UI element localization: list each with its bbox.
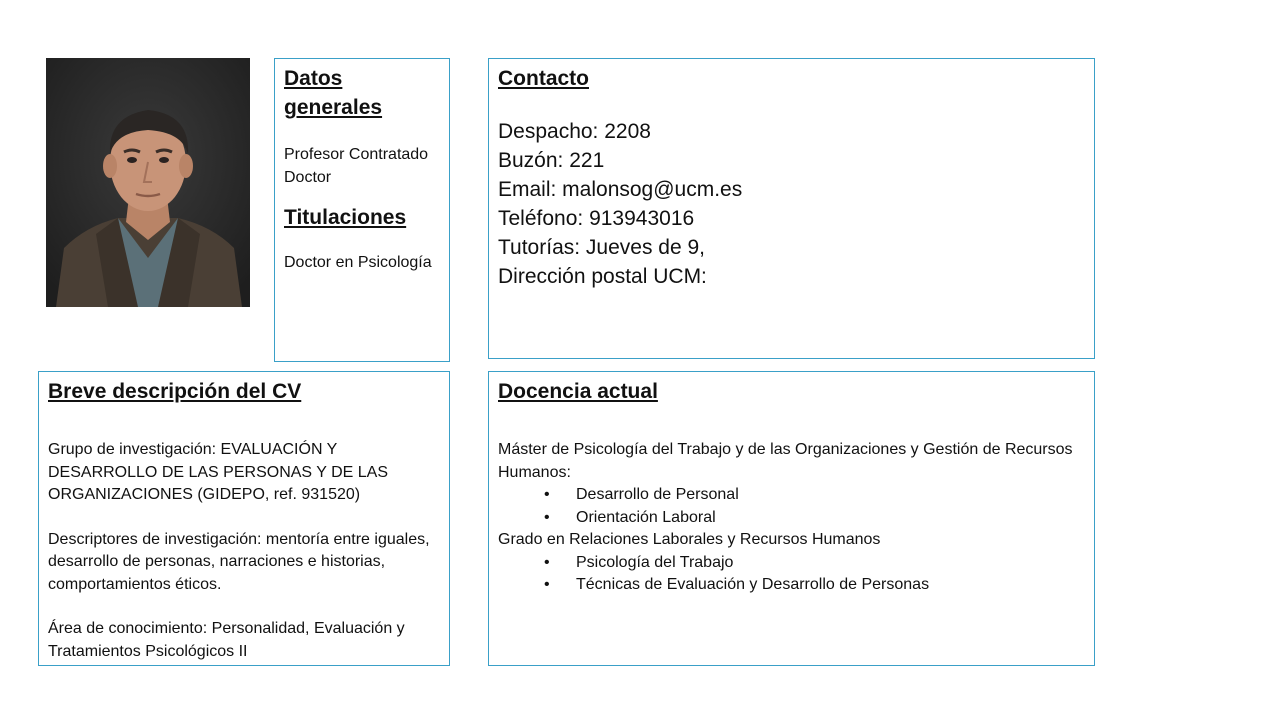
subject-item [498, 552, 1085, 575]
cv-panel [38, 371, 450, 666]
program-name: Grado en Relaciones Laborales y Recursos Humanos [498, 531, 881, 548]
datos-generales-heading: Datos generales [284, 67, 383, 119]
tutorias-line: Tutorías: Jueves de 9, [498, 236, 705, 259]
bullet-icon: • [544, 553, 550, 571]
program-name: Máster de Psicología del Trabajo y de las Organizaciones y Gestión de Recursos Humanos: [498, 441, 1073, 481]
subject-item [498, 574, 1085, 597]
bullet-icon: • [544, 486, 550, 503]
portrait-illustration [46, 58, 250, 307]
knowledge-area-text: Área de conocimiento: Personalidad, Evaluación y Tratamientos Psicológicos II [48, 620, 405, 660]
titulaciones-heading: Titulaciones [284, 206, 407, 229]
subject-item [498, 507, 1085, 530]
job-title: Profesor Contratado Doctor [284, 146, 429, 186]
bullet-icon: • [544, 508, 550, 526]
telefono-line: Teléfono: 913943016 [498, 207, 695, 230]
subject-label: Psicología del Trabajo [576, 553, 734, 571]
email-line: Email: malonsog@ucm.es [498, 178, 743, 201]
profile-photo [46, 58, 250, 307]
subject-label: Técnicas de Evaluación y Desarrollo de Personas [576, 576, 930, 593]
docencia-panel [488, 371, 1095, 666]
subject-item [498, 484, 1085, 507]
subject-label: Desarrollo de Personal [576, 486, 739, 503]
contacto-panel [488, 58, 1095, 359]
datos-generales-panel [274, 58, 450, 362]
research-descriptors-text: Descriptores de investigación: mentoría entre iguales, desarrollo de personas, narraciones e historias, comportamientos éticos. [48, 530, 430, 593]
contacto-heading: Contacto [498, 67, 589, 90]
despacho-line: Despacho: 2208 [498, 120, 651, 143]
bullet-icon: • [544, 576, 550, 593]
teaching-list [498, 439, 1085, 597]
direccion-line: Dirección postal UCM: [498, 265, 707, 288]
buzon-line: Buzón: 221 [498, 149, 605, 172]
research-group-text: Grupo de investigación: EVALUACIÓN Y DESARROLLO DE LAS PERSONAS Y DE LAS ORGANIZACIONES (GIDEPO, ref. 931520) [48, 441, 388, 503]
degree-text: Doctor en Psicología [284, 254, 432, 271]
cv-heading: Breve descripción del CV [48, 380, 302, 403]
subject-label: Orientación Laboral [576, 508, 716, 526]
contact-list [498, 117, 1085, 291]
docencia-heading: Docencia actual [498, 380, 658, 403]
